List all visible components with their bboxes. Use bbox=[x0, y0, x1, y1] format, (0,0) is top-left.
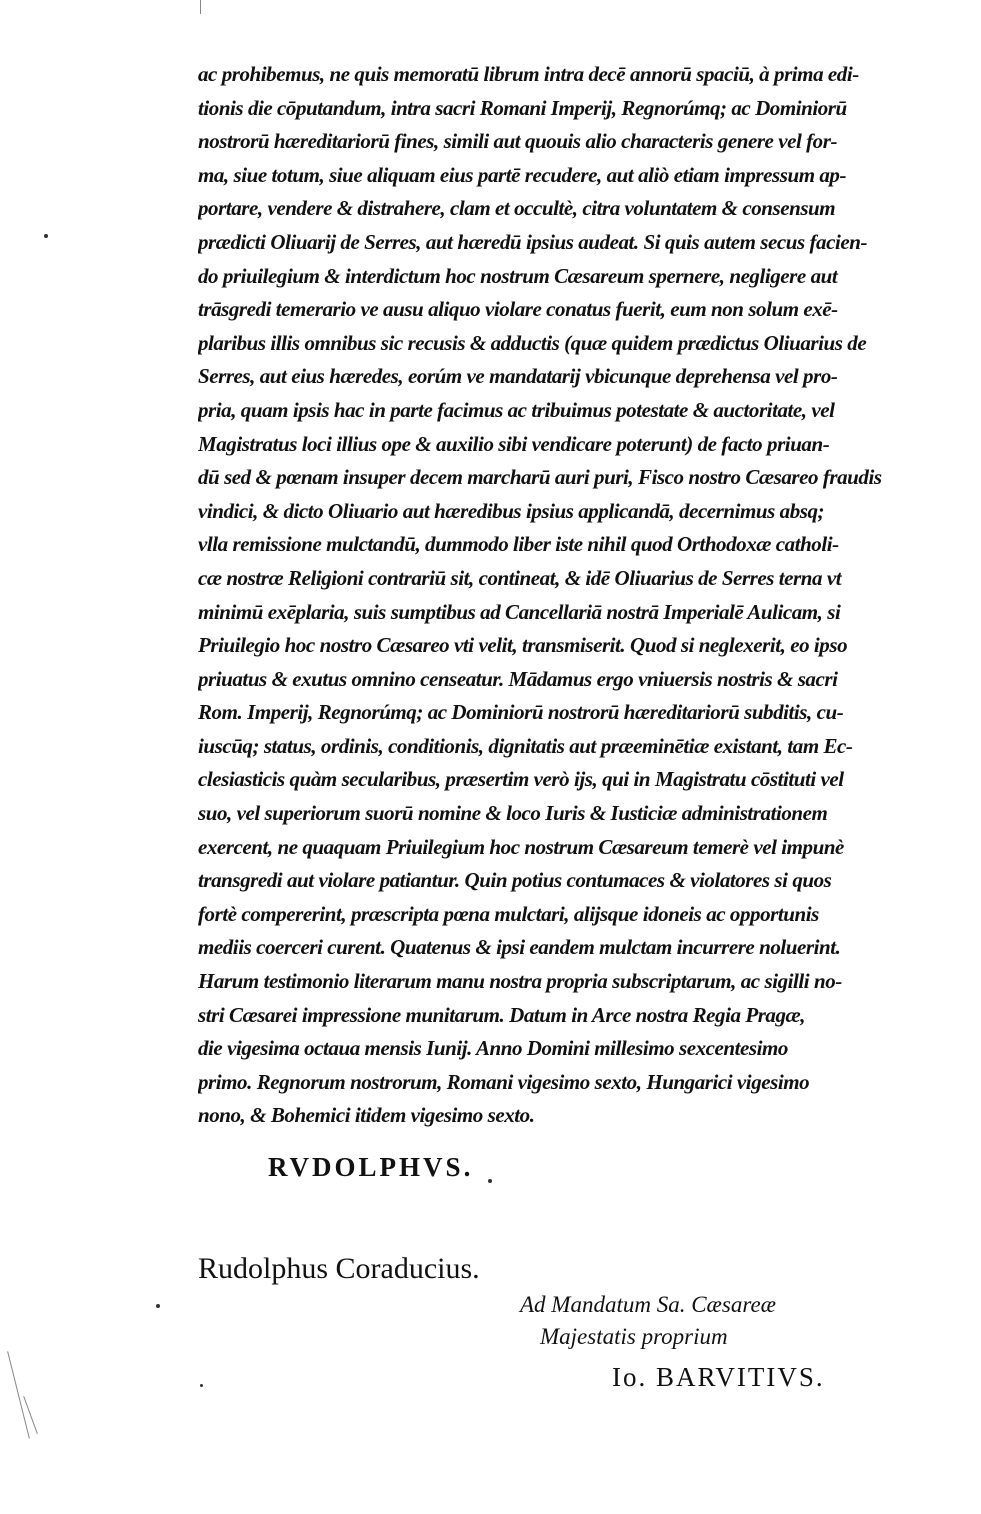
emperor-signature: RVDOLPHVS. bbox=[268, 1152, 474, 1182]
text-line: vindici, & dicto Oliuario aut hæredibus ipsius applicandā, decernimus absq; bbox=[198, 498, 825, 523]
text-line: fortè compererint, præscripta pœna mulctari, alijsque idoneis ac opportunis bbox=[198, 901, 819, 926]
text-line: ma, siue totum, siue aliquam eius partē recudere, aut aliò etiam impressum ap- bbox=[198, 162, 847, 187]
text-line: prædicti Oliuarij de Serres, aut hæredū ipsius audeat. Si quis autem secus facien- bbox=[198, 229, 868, 254]
text-line: mediis coerceri curent. Quatenus & ipsi eandem mulctam incurrere noluerint. bbox=[198, 935, 841, 960]
scan-speck bbox=[200, 1384, 203, 1387]
countersign-signature: Io. BARVITIVS. bbox=[612, 1362, 825, 1392]
text-line: primo. Regnorum nostrorum, Romani vigesimo sexto, Hungarici vigesimo bbox=[198, 1069, 810, 1094]
text-line: nostrorū hæreditariorū fines, simili aut quouis alio characteris genere vel for- bbox=[198, 129, 837, 154]
text-line: ac prohibemus, ne quis memoratū librum intra decē annorū spaciū, à prima edi- bbox=[198, 62, 859, 86]
privilege-text bbox=[198, 58, 913, 1133]
scan-speck bbox=[156, 1304, 160, 1308]
secretary-signature: Rudolphus Coraducius. bbox=[198, 1252, 480, 1285]
text-line: Priuilegio hoc nostro Cæsareo vti velit, transmiserit. Quod si neglexerit, eo ipso bbox=[198, 633, 848, 658]
text-line: minimū exēplaria, suis sumptibus ad Cancellariā nostrā Imperialē Aulicam, si bbox=[198, 599, 841, 624]
text-line: tionis die cōputandum, intra sacri Romani Imperij, Regnorúmq; ac Dominiorū bbox=[198, 95, 847, 120]
text-line: Rom. Imperij, Regnorúmq; ac Dominiorū nostrorū hæreditariorū subditis, cu- bbox=[198, 700, 844, 725]
text-line: stri Cæsarei impressione munitarum. Datum in Arce nostra Regia Pragæ, bbox=[198, 1002, 806, 1027]
mandate-line-1: Ad Mandatum Sa. Cæsareæ bbox=[520, 1292, 776, 1317]
text-line: exercent, ne quaquam Priuilegium hoc nostrum Cæsareum temerè vel impunè bbox=[198, 834, 844, 859]
scan-speck bbox=[488, 1179, 492, 1183]
text-line: nono, & Bohemici itidem vigesimo sexto. bbox=[198, 1103, 535, 1128]
text-line: portare, vendere & distrahere, clam et occultè, citra voluntatem & consensum bbox=[198, 196, 836, 221]
text-line: dū sed & pœnam insuper decem marcharū auri puri, Fisco nostro Cæsareo fraudis bbox=[198, 465, 882, 490]
scan-streak bbox=[7, 1351, 30, 1439]
scan-streak bbox=[200, 0, 201, 14]
text-line: priuatus & exutus omnino censeatur. Mādamus ergo vniuersis nostris & sacri bbox=[198, 666, 838, 691]
scan-speck bbox=[44, 234, 48, 238]
text-line: Serres, aut eius hæredes, eorúm ve mandatarij vbicunque deprehensa vel pro- bbox=[198, 364, 838, 389]
text-line: plaribus illis omnibus sic recusis & adductis (quæ quidem prædictus Oliuarius de bbox=[198, 330, 867, 355]
text-line: Harum testimonio literarum manu nostra propria subscriptarum, ac sigilli no- bbox=[198, 969, 842, 994]
mandate-line-2: Majestatis proprium bbox=[540, 1324, 728, 1349]
text-line: vlla remissione mulctandū, dummodo liber iste nihil quod Orthodoxæ catholi- bbox=[198, 532, 839, 557]
text-line: iuscūq; status, ordinis, conditionis, dignitatis aut præeminētiæ existant, tam Ec- bbox=[198, 733, 853, 758]
text-line: Magistratus loci illius ope & auxilio sibi vendicare poterunt) de facto priuan- bbox=[198, 431, 830, 456]
text-line: die vigesima octaua mensis Iunij. Anno Domini millesimo sexcentesimo bbox=[198, 1036, 788, 1061]
text-line: trāsgredi temerario ve ausu aliquo violare conatus fuerit, eum non solum exē- bbox=[198, 297, 838, 322]
text-line: do priuilegium & interdictum hoc nostrum Cæsareum spernere, negligere aut bbox=[198, 263, 838, 288]
text-line: transgredi aut violare patiantur. Quin potius contumaces & violatores si quos bbox=[198, 868, 832, 893]
text-line: pria, quam ipsis hac in parte facimus ac tribuimus potestate & auctoritate, vel bbox=[198, 397, 835, 422]
text-line: clesiasticis quàm secularibus, præsertim verò ijs, qui in Magistratu cōstituti vel bbox=[198, 767, 844, 792]
text-line: suo, vel superiorum suorū nomine & loco Iuris & Iusticiæ administrationem bbox=[198, 801, 828, 826]
text-line: cæ nostræ Religioni contrariū sit, contineat, & idē Oliuarius de Serres terna vt bbox=[198, 565, 842, 590]
